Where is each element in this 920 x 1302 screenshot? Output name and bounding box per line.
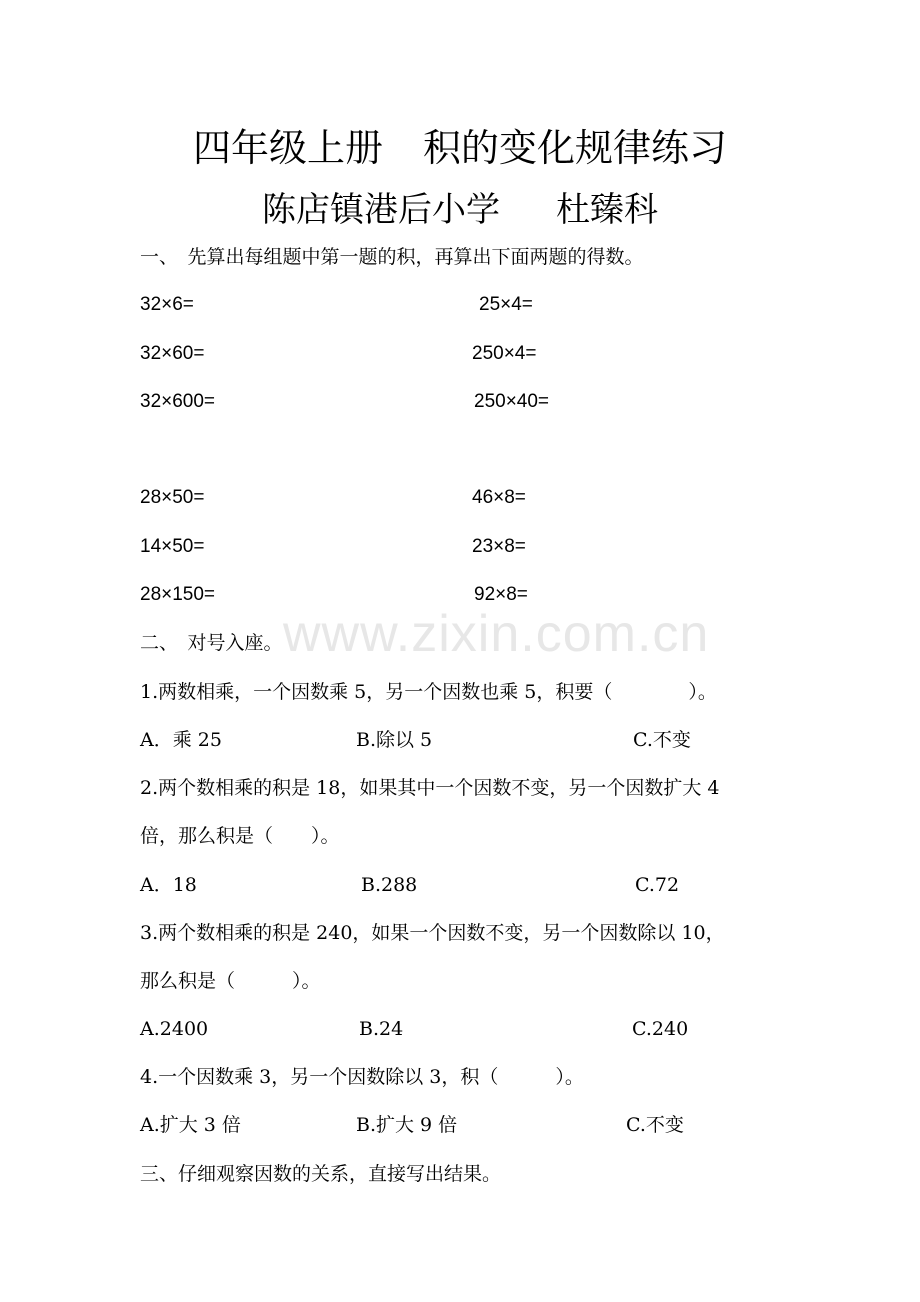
section1-heading: 一、 先算出每组题中第一题的积，再算出下面两题的得数。 — [140, 246, 644, 268]
option-b: B.24 — [359, 1018, 404, 1040]
option-b: B.288 — [361, 874, 418, 896]
option-a: A.扩大 3 倍 — [140, 1114, 241, 1136]
problem: 23×8= — [472, 536, 526, 557]
problem: 32×6= — [140, 294, 194, 315]
problem: 28×50= — [140, 487, 205, 508]
question-3-line1: 3.两个数相乘的积是 240，如果一个因数不变，另一个因数除以 10， — [140, 922, 725, 944]
problem: 32×60= — [140, 343, 205, 364]
option-a: A.2400 — [140, 1018, 209, 1040]
section3-heading: 三、仔细观察因数的关系，直接写出结果。 — [140, 1163, 502, 1185]
problem: 32×600= — [140, 391, 216, 412]
title-topic: 积的变化规律练习 — [423, 126, 728, 170]
problem: 46×8= — [472, 487, 526, 508]
question-3-line2: 那么积是（ ）。 — [140, 970, 321, 992]
option-c: C.不变 — [626, 1114, 684, 1136]
problem: 14×50= — [140, 536, 205, 557]
option-a: A．乘 25 — [140, 729, 222, 751]
question-4: 4.一个因数乘 3，另一个因数除以 3，积（ ）。 — [140, 1066, 584, 1088]
option-b: B.除以 5 — [356, 729, 433, 751]
school-name: 陈店镇港后小学 — [262, 190, 500, 230]
option-c: C.不变 — [633, 729, 691, 751]
question-2-line1: 2.两个数相乘的积是 18，如果其中一个因数不变，另一个因数扩大 4 — [140, 777, 720, 799]
option-a: A．18 — [140, 874, 197, 896]
problem: 28×150= — [140, 584, 216, 605]
problem: 92×8= — [474, 584, 528, 605]
question-1: 1.两数相乘，一个因数乘 5，另一个因数也乘 5，积要（ ）。 — [140, 681, 717, 703]
option-b: B.扩大 9 倍 — [356, 1114, 458, 1136]
option-c: C.240 — [632, 1018, 689, 1040]
watermark: www.zixin.com.cn — [283, 605, 710, 663]
worksheet-subtitle — [0, 190, 920, 230]
option-c: C.72 — [635, 874, 680, 896]
title-grade: 四年级上册 — [192, 126, 383, 170]
problem: 25×4= — [479, 294, 533, 315]
author-name: 杜臻科 — [556, 190, 658, 230]
worksheet-title — [0, 126, 920, 170]
section2-heading: 二、 对号入座。 — [140, 632, 283, 654]
question-2-line2: 倍，那么积是（ ）。 — [140, 825, 340, 847]
problem: 250×4= — [472, 343, 537, 364]
problem: 250×40= — [474, 391, 550, 412]
